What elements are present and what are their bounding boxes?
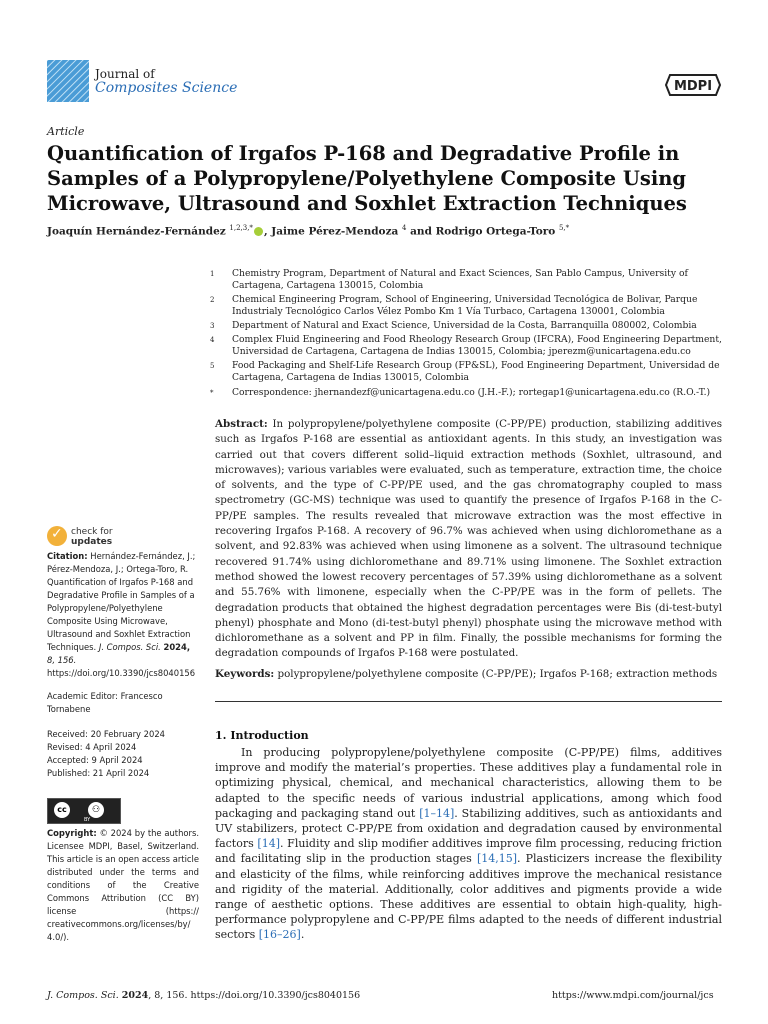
intro-text: . — [300, 928, 305, 942]
author-affiliation-mark: 5,* — [558, 224, 570, 232]
mdpi-logo-icon — [664, 72, 722, 98]
abstract-text: In polypropylene/polyethylene composite (C-PP/PE) production, stabilizing additives such as Irgafos P-168 are essential as antioxidant agents. In this study, an investigation was carried out that covers different solid–liquid extraction methods (Soxhlet, ultrasound, and microwaves); various variables were evaluated, such as temperature, extraction time, the choice of solvents, and the type of C-PP/PE used, and the gas chromatography coupled to mass spectrometry (GC-MS) technique was used to quantify the presence of Irgafos P-168 in the C-PP/PE samples. The results revealed that microwave extraction was the most effective in recovering Irgafos P-168. A recovery of 96.7% was achieved when using dichloromethane as a solvent, and 92.83% was achieved when using limonene as a solvent. The ultrasound technique recovered 91.74% using dichloromethane and 89.71% using limonene. The Soxhlet extraction method showed the lowest recovery percentages of 57.39% using dichloromethane as a solvent and 55.76% with limonene, especially when the C-PP/PE was in the form of pellets. The degradation products that obtained the highest degradation percentages were Bis (di-test-butyl phenyl) phosphate and Mono (di-test-butyl phenyl) phosphate using the microwave method with dichloromethane as a solvent and PP in film. Finally, the possible mechanisms for forming the degradation compounds of Irgafos P-168 were postulated. — [215, 418, 722, 660]
affiliation-number: * — [210, 389, 214, 397]
divider — [215, 701, 722, 702]
dates-block — [47, 728, 199, 780]
affiliation-text: Chemistry Program, Department of Natural and Exact Sciences, San Pablo Campus, University of Cartagena, Cartagena 130015, Colombia — [232, 268, 688, 291]
abstract-label: Abstract: — [215, 418, 268, 430]
person-icon: ⚇ — [88, 802, 104, 818]
reference-link[interactable]: [16–26] — [258, 928, 301, 942]
section-heading: 1. Introduction — [215, 729, 309, 742]
affiliation-number: 1 — [210, 270, 215, 278]
affiliation-text: Complex Fluid Engineering and Food Rheology Research Group (IFCRA), Food Engineering Department, Universidad de Cartagena, Cartagena de Indias 130015, Colombia; jperezm@unicartagena.edu.co — [232, 334, 722, 357]
intro-text: . Stabilizing additives, such as antioxidants and UV stabilizers, protect C-PP/PE from oxidation and degradation caused by environmental factors — [215, 806, 722, 851]
check-updates-line2: updates — [71, 537, 113, 547]
copyright-text: © 2024 by the authors. Licensee MDPI, Basel, Switzerland. This article is an open access article distributed under the terms and conditions of the Creative Commons Attribution (CC BY) license (https:// creativecommons.org/licenses/by/ 4.0/). — [47, 828, 199, 942]
page-title: Quantification of Irgafos P-168 and Degradative Profile in Samples of a Polypropylene/Polyethylene Composite Using Microwave, Ultrasound and Soxhlet Extraction Techniques — [47, 142, 687, 215]
citation-text: Hernández-Fernández, J.; Pérez-Mendoza, J.; Ortega-Toro, R. Quantification of Irgafos P-168 and Degradative Profile in Samples of a Polypropylene/Polyethylene Composite Using Microwave, Ultrasound and Soxhlet Extraction Techniques. — [47, 551, 196, 652]
journal-name — [95, 67, 237, 95]
check-icon: ✓ — [47, 526, 67, 546]
affiliation-text: Department of Natural and Exact Science, Universidad de la Costa, Barranquilla 080002, Colombia — [232, 320, 697, 331]
intro-text: . Fluidity and slip modifier additives improve film processing, reducing friction and facilitating slip in the production stages — [215, 837, 722, 866]
cc-by-label: BY — [84, 817, 91, 823]
date-received: Received: 20 February 2024 — [47, 729, 165, 739]
affiliation-item — [210, 320, 730, 332]
orcid-icon[interactable] — [254, 227, 263, 236]
editor-label: Academic Editor: Francesco — [47, 691, 163, 701]
footer-url[interactable]: https://www.mdpi.com/journal/jcs — [552, 990, 714, 1001]
journal-prefix: Journal of — [95, 67, 155, 81]
affiliation-item — [210, 360, 730, 384]
keywords-label: Keywords: — [215, 668, 275, 680]
affiliation-number: 4 — [210, 336, 215, 344]
citation-block — [47, 550, 199, 680]
correspondence — [210, 387, 730, 399]
journal-title: Composites Science — [95, 80, 238, 96]
intro-paragraph — [215, 745, 722, 943]
reference-link[interactable]: [14,15] — [476, 852, 518, 866]
affiliation-text: Chemical Engineering Program, School of Engineering, Universidad Tecnológica de Bolivar, Parque Industrialy Tecnológico Carlos Vélez Pombo Km 1 Vía Turbaco, Cartagena 130001, Colombia — [232, 294, 698, 317]
cc-by-license-badge[interactable] — [47, 798, 121, 824]
affiliation-number: 5 — [210, 362, 215, 370]
affiliation-number: 2 — [210, 296, 215, 304]
copyright-label: Copyright: — [47, 828, 97, 838]
reference-link[interactable]: [14] — [257, 837, 281, 851]
affiliation-item — [210, 268, 730, 292]
author-affiliation-mark: 1,2,3,* — [229, 224, 253, 232]
author-conjunction: and — [410, 225, 432, 238]
footer-citation — [47, 990, 360, 1001]
check-updates-line1: check for — [71, 527, 113, 537]
date-revised: Revised: 4 April 2024 — [47, 742, 137, 752]
citation-year: 2024, — [163, 642, 191, 652]
journal-logo-icon — [47, 60, 89, 102]
cc-icon: cc — [54, 802, 70, 818]
footer-year: 2024 — [121, 990, 149, 1001]
affiliation-text: Food Packaging and Shelf-Life Research Group (FP&SL), Food Engineering Department, Universidad de Cartagena, Cartagena de Indias 130015, Colombia — [232, 360, 720, 383]
author-list: Joaquín Hernández-Fernández $^{1,2,3,*}$ , Jaime Pérez-Mendoza $^4$ and Rodrigo Ortega-Toro $^{5,*}$ — [47, 224, 570, 238]
abstract — [215, 417, 722, 662]
affiliation-number: 3 — [210, 322, 215, 330]
svg-text:MDPI: MDPI — [673, 79, 713, 94]
academic-editor — [47, 690, 199, 716]
copyright-block — [47, 827, 199, 944]
citation-volume: 8, 156. — [47, 655, 77, 665]
footer-doi[interactable]: , 8, 156. https://doi.org/10.3390/jcs8040156 — [148, 990, 361, 1001]
article-type: Article — [47, 125, 85, 138]
editor-name: Tornabene — [47, 704, 91, 714]
author-name[interactable]: Jaime Pérez-Mendoza — [271, 225, 399, 238]
check-for-updates-button[interactable] — [47, 525, 127, 549]
citation-doi[interactable]: https://doi.org/10.3390/jcs8040156 — [47, 668, 196, 678]
author-affiliation-mark: 4 — [402, 224, 407, 232]
date-published: Published: 21 April 2024 — [47, 768, 150, 778]
citation-journal: J. Compos. Sci. — [98, 642, 161, 652]
date-accepted: Accepted: 9 April 2024 — [47, 755, 143, 765]
citation-label: Citation: — [47, 551, 88, 561]
reference-link[interactable]: [1–14] — [419, 806, 455, 820]
intro-text: In producing polypropylene/polyethylene composite (C-PP/PE) films, additives improve and modify the material’s properties. These additives play a fundamental role in optimizing physical, chemical, and mechanical characteristics, allowing them to be adapted to the specific needs of various industrial applications, among which food packaging and packaging stand out — [215, 746, 722, 820]
author-name[interactable]: Joaquín Hernández-Fernández — [47, 225, 226, 238]
affiliation-item — [210, 334, 730, 358]
affiliation-text: Correspondence: jhernandezf@unicartagena.edu.co (J.H.-F.); rortegap1@unicartagena.edu.co (R.O.-T.) — [232, 387, 711, 398]
author-name[interactable]: Rodrigo Ortega-Toro — [435, 225, 556, 238]
intro-text: . Plasticizers increase the flexibility and elasticity of the films, while reinforcing additives improve the mechanical resistance and rigidity of the material. Additionally, color additives and pigments provide a wide range of aesthetic options. These additives are essential to obtain high-quality, high-performance polypropylene and C-PP/PE films adapted to the needs of different industrial sectors — [215, 852, 722, 942]
keywords-text: polypropylene/polyethylene composite (C-PP/PE); Irgafos P-168; extraction methods — [277, 668, 718, 680]
keywords — [215, 668, 722, 680]
footer-journal: J. Compos. Sci. — [47, 990, 119, 1001]
affiliation-item — [210, 294, 730, 318]
